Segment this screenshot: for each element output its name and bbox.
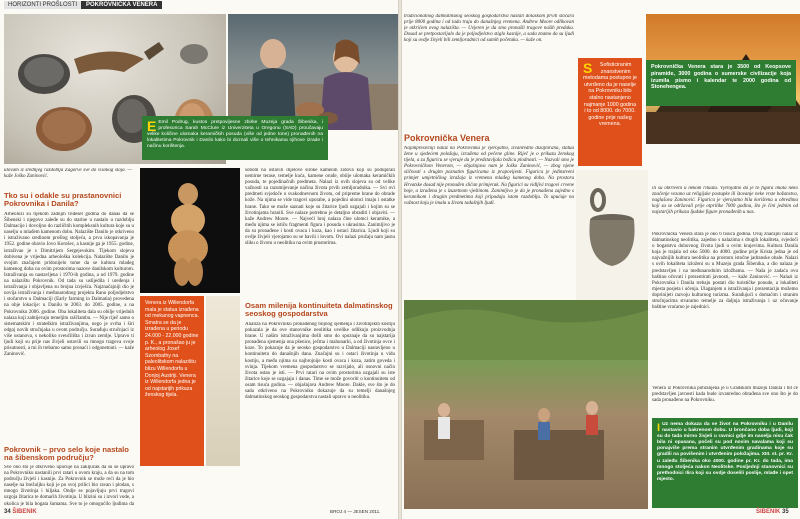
excavation-illustration (404, 300, 648, 509)
right-magazine-name: ŠIBENIK (756, 509, 781, 515)
col1-body-text: Arheolozi su tijekom zadnjih trideset godina do danas da se Šibenski i njegovo zaleđe su do starine u nastalo u razdoblju Dalmacije i dovoljno do različitih kompleksnih kultura koje su u naselju u mlađem kamenom dobu. Nalazište Danilo je otkriveno i istraživano sredinom prošlog stoljeća, a prva iskopavanja je 1952. godine obavio Jovo Korošec, a kasnije ga je 1955. godine, istraživao je s Dimitrijem Sergejevskim. Tijekom slojeva dobivena je vrijedna arheološka kolekcija. Nalazište Danilo je svojim značajem pridonijelo tome da se kultura mlađeg kamenog doba na ovim prostorima nazove danilskom kulturom. Istraživanja su nastavljena i 1970-ih godina, a od 1979. godine na nalazištu Pokrovnik. Od tada su uslijedila i uređenja i istraživanja i objavljena su brojna izvješća. Najznačajniji dio je novija istraživanja i međunarodnog projekta Rano poljodjelstvo i stočarstvo u Dalmaciji (Early farming in Dalmatia) provedena na obje lokacije: u Danilu te 2003. do 2005. godine, a na Pokrovniku 2006. godine. Oba lokaliteta dala su obilje vrijednih nalaza koji zahtijevaju temeljitu raščlambu. — Nije riječ samo o sistematskim i strateškim istraživanjima, nego je svrha i širi odgoj novih stručnjaka u ovom području. Surađuju stručnjaci iz više ustanova, s nekoliko sveučilišta i izvan zemlje. Upravo ti ljudi koji su prije nas živjeli ostavili su mnogo tragova svoje prisutnosti, a mi ih trebamo samo pronaći i odgonetnuti. — kaže Zaninović. (4, 212, 134, 358)
bronze-box-drop-cap: I (657, 422, 661, 434)
caption-drop-cap: E (147, 118, 157, 134)
right-page-number: 35 (782, 509, 789, 515)
col4-top (404, 14, 574, 130)
vessel-illustration (576, 170, 648, 310)
heading-osam-milenija: Osam milenija kontinuiteta dalmatinskog seoskog gospodarstva (245, 301, 393, 319)
sofisticiranim-box (578, 58, 642, 166)
venus-figure (140, 168, 240, 293)
col2-body-text: Sve ono što je otkriveno upućuje na zaključak da su se upravo na Pokrovniku nastanili prvi ratari u ovom kraju, a da su na tom području živjeli i kasnije. Za Pokrovnik se može reći da je bio naselje na brežuljku koji je po svoj prilici bio ravan i plodan, s mnogo životinja i biljaka. Ondje se pojavljuju prvi tragovi uzgoja žitarica te domaćih životinja. U blizini su i izvori vode, a okolica je bila bogata šumama. Sve to je omogućilo ljudima da (4, 465, 134, 507)
box-drop-cap: S (583, 60, 593, 76)
left-magazine-name: ŠIBENIK (12, 509, 37, 515)
footer-center (330, 509, 380, 519)
col1-intro: ulovam iz srednjeg razdoblja Zagorve sve do visokog sloja. — kaže Joško Zaninović. (4, 168, 132, 180)
researchers-illustration (228, 14, 398, 130)
researchers-caption (142, 116, 328, 160)
page-header-title: POKROVNIČKA VENERA (81, 1, 162, 9)
col3-top-text: sobom na ostavili dijelove široke kamenih zidova koji su podupirali nemirne terase, temelje kuća, kamene oruđe, obilje ulomaka keramičkih posuda, te pojedinačnih predmeta. Nalazi iz ovih slojeva su od velike važnosti za razumijevanje načina života prvih zemljoradnika. — Svi ovi predmeti svjedoče o svakodnevnom životu, od pripreme hrane do obrade kože. Na njima se vide tragovi uporabe, a pojedini ulomci imaju i ostatke hrane. Tako se može saznati koje su žitarice ljudi uzgajali i kojim su se životinjama hranili. Sve nalaze potrebno je detaljno obraditi i objaviti. — kaže Andrew Moore. — Najveći broj nalaza čine ulomci keramike, a među njima se ističu fragmenti figura i posuda s ukrasima. Zanimljivo je da su pronađene i kosti ovaca i koza, kao i ostaci žitarica. Ljudi koji su ovdje živjeli vjerojatno su se bavili i lovom. Ovi nalazi pružaju nam jasnu sliku o životu u neolitiku na ovim prostorima. (245, 168, 395, 247)
running-header (4, 2, 162, 11)
col6-top (652, 186, 798, 230)
bronze-age-text: Uz nema dokaza da se život na Pokrovniku i u Danilu nastavio u bakrenom dobu. U brončano doba ljudi, koji su do tada mirno živjeli u ravnici gdje im naselja nisu čak bila ni opasana, počeli su pod novim navalama koji su ponajviše prema stranim utvrđenim gradinama koje su gradili na povišenim i utvrđenim položajima. XIII. st. pr. Kr. u zaleđu Šibenika oko 4000. godine pr. Kr. do tada, ima mnogo stoljeća nakon Neolitske. Posljednji stanovnici su prethodnici Ilira koji su ovdje doselili poslije, mlađe i opet mjesto. (657, 422, 793, 482)
col4-body (404, 146, 574, 296)
researchers-caption-text: Emil Podrug, kustos pretpovijesne zbirke Muzeja grada Šibenika, i profesorica Sarah McClure iz Univerziteta u Oregonu (SAD) proučavaju velike količine ulomaka keramičkih posuda (više od jedne tone) pronađenih na lokalitetima Pokrovnik i Danilo kako bi doznali više o tehnikama njihove izrade i načinu korištenja. (147, 120, 323, 149)
bronze-age-box (652, 418, 798, 508)
left-page-number: 34 (4, 509, 11, 515)
venus-willendorf-photo (140, 168, 240, 293)
col6-body (652, 232, 798, 382)
spine-gutter (398, 0, 402, 519)
venus-caption (140, 296, 204, 466)
footer-left (4, 509, 37, 519)
col1-intro-text (4, 168, 132, 188)
venus-caption-text: Venera iz Willendorfa mala je statua izrađena od mekanog vapnenca. Smatra se da je izrađena u periodu 24.000 - 22.000 godine p. K., a pronašao ju je arheolog Josef Szombathy na paleolitskom nalazištu blizu Willendorfa u Donjoj Austriji. Venera iz Willendorfa jedna je od najstarijih prikaza ženskog tijela. (145, 300, 199, 399)
excavation-photo (404, 300, 648, 509)
col3-top (245, 168, 395, 298)
col6-end (652, 386, 798, 414)
col6-end-text: Venera iz Pokrovnika pohranjena je u Gradskom muzeju Danila i bit će predstavljen javnosti kada bude izvanredno obrađena sve ono što je do sada pronađeno na Pokrovniku. (652, 386, 798, 404)
col3-body-text: Analiza na Pokrovniku pronađenog biljnog sjemenja i životinjskih kostiju pokazala je da ove stanovnike neolitika uvelike odlikuju proizvodnja hrane. U našim istraživanjima došli smo do spoznaje da su najstarija pronađena sjemenja ona pšenice, ječma i mahunarki, a od životinja ovce i koze. To pokazuje da je seosko gospodarstvo u Dalmaciji nastavljeno u kontinuitetu do današnjih dana. Značajni su i ostaci životinja u vidu kostiju, a među njima su najbrojnije kosti ovaca i koza, zatim goveda i svinja. Tijekom vremena gospodarstvo se razvijalo, ali osnovni način života ostao je isti. — Prvi ratari na ovim prostorima uzgajali su iste žitarice koje se uzgajaju i danas. Time se može govoriti o kontinuitetu od osam tisuća godina. — objašnjava Andrew Moore. Dakle, sve što je do sada otkriveno na Pokrovniku dokazuje da su temelji današnjeg dalmatinskog seoskog gospodarstva nastali upravo u neolitiku. (245, 322, 395, 401)
artifact-small-photo (206, 296, 240, 466)
pyramid-caption-text: Pokrovnička Venera stara je 3500 od Keopsove piramide, 3000 godina o sumerske civilizacije koja izumila pismo i kalendar te 2000 godina od Stonehengea. (651, 64, 791, 91)
clay-vessel-photo (576, 170, 648, 310)
col2-body (4, 465, 134, 507)
col6-top-text: ili su otkriveni u nekom ritualu. Vjerojatno da je to figura imala neko značenje vezano uz religijske postupke ili štovanje neke vrste božanstva, naglašava Zaninović. Figurica je vjerojatno bila korištena u obredima koji su se održavali prije otprilike 7000 godina, što je čini jednim od najstarijih prikaza ljudske figure pronađenih u nas. (652, 186, 798, 216)
issue-text: BROJ 4 — JESEN 2011. (330, 509, 381, 514)
sofisticiranim-text: Sofisticiranim znanstvenim metodama postupno je utvrđeno da je naselje na Pokrovniku bilo stalno nastanjeno najmanje 1000 godina i to od 8000. do 7000. godine prije našeg vremena. (583, 62, 637, 128)
col4-top-text: tradicionalnog dalmatinskog seoskog gospodarstva nastali dolaskom prvih stočara prije 8000 godina i od tada traju do današnjeg vremena. Andrew Moore odlikovan je otkrićem ovog nalazišta. — Uvjeren je da smo pronašli tragove naših predaka. Dosad se pretpostavljalo da je poljodjelstvo stiglo kasnije, a sada znamo da su ljudi koji su ovdje živjeli bili zemljoradnici od samih početaka. — kaže on. (404, 14, 574, 44)
col1-body (4, 212, 134, 440)
col4-body-text: Najimpresivniji nalaz na Pokrovniku je vjerojatno, izvanredno dizajnirana, statua žene u sjedećem položaju, izrađena od pečene gline. Riječ je o prikazu ženskog tijela, a za figuricu se vjeruje da je predstavljala božicu plodnosti. — Nazvali smo je Pokrovničkom Venerom, — objašnjava nam je Joško Zaninović, — zbog njene sličnosti s drugim poznatim figuricama iz prapovijesti. Figurica je jedinstveni primjer umjetničkog izražaja iz vremena mlađeg kamenog doba. Na prostoru Hrvatske dosad nije pronađen sličan primjerak. Na figurici su vidljivi tragovi crvene boje, a izrađena je s izuzetnom vještinom. Zanimljivo je da je pronađena zajedno s keramikom i drugim predmetima koji pripadaju istom razdoblju. To upućuje na važnost koju je imala u životu tadašnjih ljudi. (404, 146, 574, 206)
section-label: HORIZONTI PROŠLOSTI (4, 1, 81, 9)
col3-body (245, 322, 395, 507)
researchers-photo (228, 14, 398, 130)
heading-pokrovnicka-venera: Pokrovnička Venera (404, 133, 490, 143)
pyramid-caption (646, 60, 796, 106)
col6-body-text: Pokrovnička Venera stara je oko 6 tisuća godina. Ovaj značajni nalaz iz dalmatinskog neolitika, zajedno s nalazima s drugih lokaliteta, svjedoči o bogatstvu duhovnog života ljudi u ovim krajevima. Kultura Danila koja je trajala od oko 5000. do 4000. godine prije Krista jedna je od najvažnijih kultura neolitika na prostoru istočne jadranske obale. Nalazi s ovih lokaliteta izloženi su u Muzeju grada Šibenika, a dio nalaza je predstavljen i na međunarodnim izložbama. — Naša je zadaća ovu baštinu očuvati i prezentirati javnosti, — kaže Zaninović. — Nalazi iz Pokrovnika i Danila trebaju postati dio turističke ponude, a lokaliteti mjesta posjeta i učenja. Ulaganjem u istraživanja i prezentaciju možemo doprinijeti razvoju kulturnog turizma. Surađujući s domaćim i stranim stručnjacima stvaramo temelje za daljnja istraživanja i uz očuvanje baštine vraćamo je zajednici. (652, 232, 798, 311)
heading-prastanovnici: Tko su i odakle su prastanovnici Pokrovnika i Danila? (4, 191, 122, 209)
footer-right (756, 509, 789, 519)
heading-prvo-selo: Pokrovnik – prvo selo koje nastalo na šibenskom području? (4, 445, 129, 463)
